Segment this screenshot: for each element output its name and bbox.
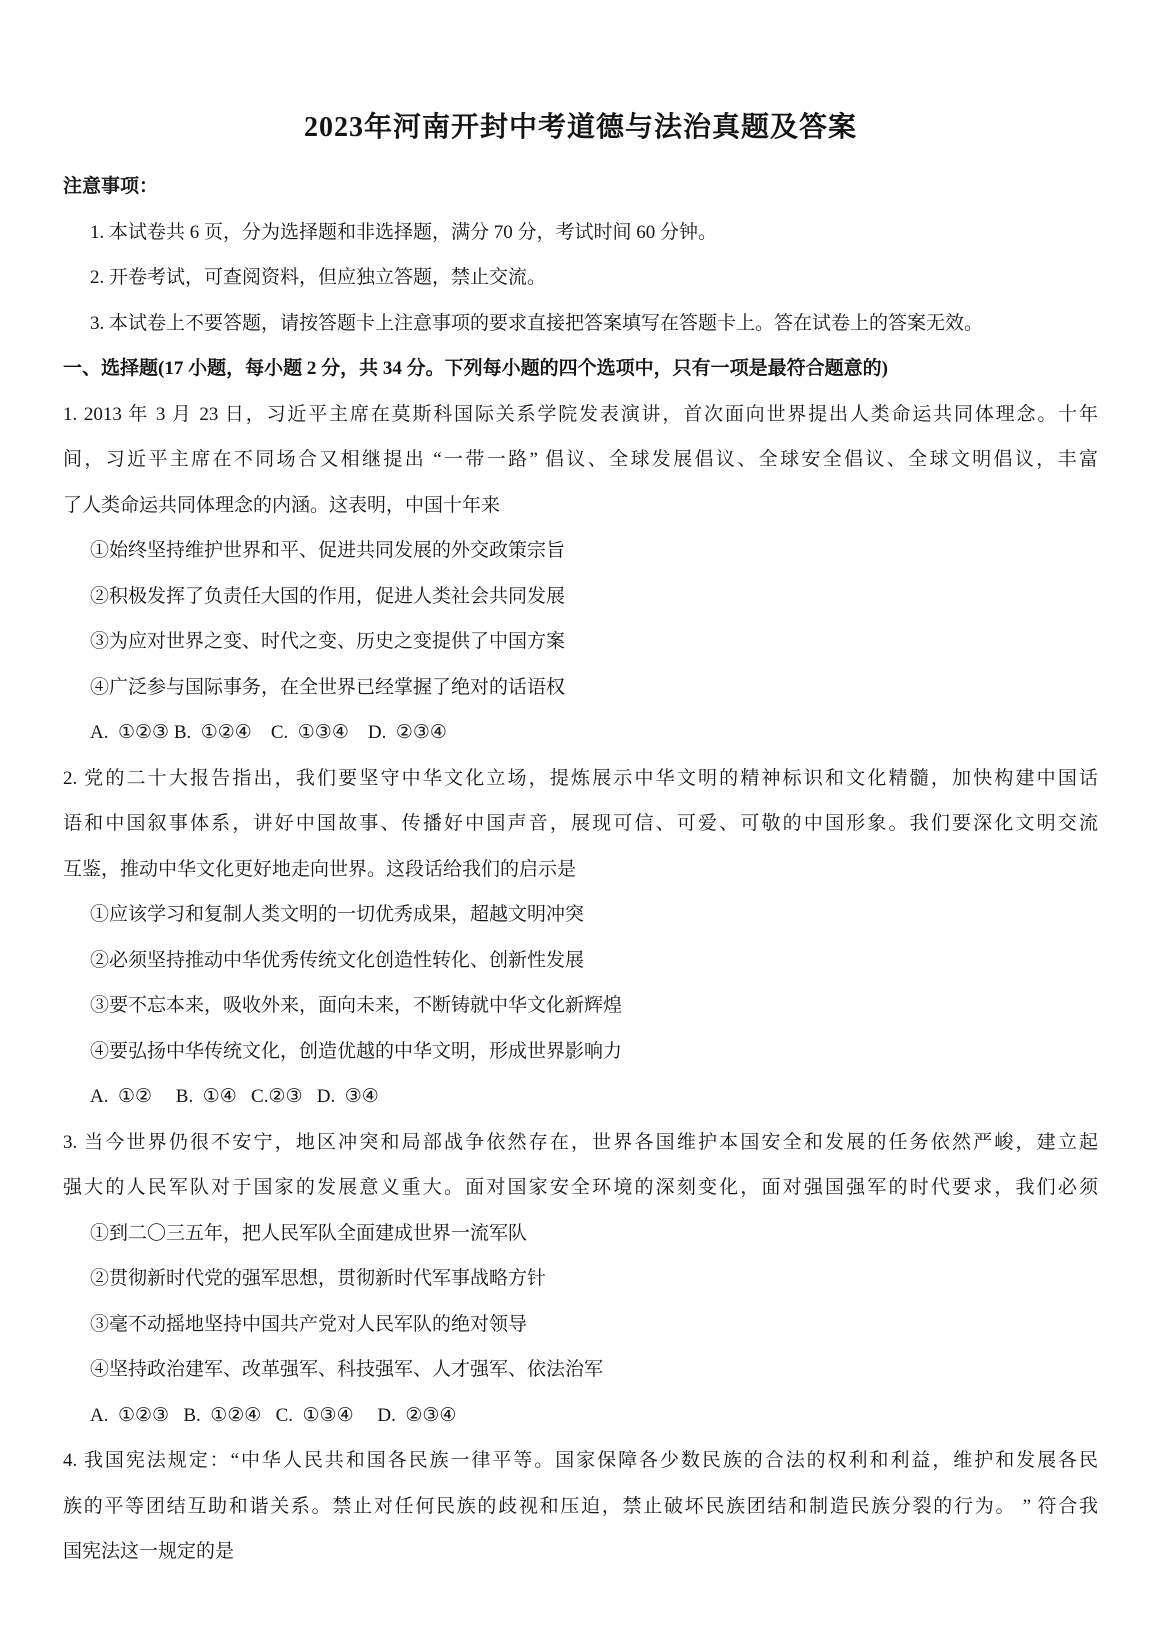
question-1-option-item: ①始终坚持维护世界和平、促进共同发展的外交政策宗旨 — [90, 540, 566, 561]
section-heading: 一、选择题(17 小题，每小题 2 分，共 34 分。下列每小题的四个选项中，只有一项是最符合题意的) — [63, 358, 888, 379]
question-2-option-item: ④要弘扬中华传统文化，创造优越的中华文明，形成世界影响力 — [90, 1040, 623, 1062]
question-3-option-item: ③毫不动摇地坚持中国共产党对人民军队的绝对领导 — [90, 1313, 528, 1335]
question-1-choices-row: A. ①②③ B. ①②④ C. ①③④ D. ②③④ — [90, 722, 447, 743]
question-1-option-item: ④广泛参与国际事务，在全世界已经掌握了绝对的话语权 — [90, 676, 566, 698]
question-3-choices-row: A. ①②③ B. ①②④ C. ①③④ D. ②③④ — [90, 1404, 457, 1426]
question-2-stem-line: 2. 党的二十大报告指出，我们要坚守中华文化立场，提炼展示中华文明的精神标识和文化精髓，加快构建中国话 — [63, 767, 1098, 789]
question-1-option-item: ②积极发挥了负责任大国的作用，促进人类社会共同发展 — [90, 585, 566, 607]
question-2-stem-line: 互鉴，推动中华文化更好地走向世界。这段话给我们的启示是 — [63, 858, 577, 880]
question-1-option-item: ③为应对世界之变、时代之变、历史之变提供了中国方案 — [90, 631, 566, 652]
notice-item-2: 2. 开卷考试，可查阅资料，但应独立答题，禁止交流。 — [90, 267, 547, 288]
question-3-stem-line: 强大的人民军队对于国家的发展意义重大。面对国家安全环境的深刻变化，面对强国强军的时代要求，我们必须 — [63, 1177, 1098, 1198]
notice-item-3: 3. 本试卷上不要答题，请按答题卡上注意事项的要求直接把答案填写在答题卡上。答在试卷上的答案无效。 — [90, 312, 984, 334]
question-2-choices-row: A. ①② B. ①④ C.②③ D. ③④ — [90, 1086, 379, 1107]
question-3-stem-line: 3. 当今世界仍很不安宁，地区冲突和局部战争依然存在，世界各国维护本国安全和发展的任务依然严峻，建立起 — [63, 1131, 1098, 1153]
question-2-option-item: ①应该学习和复制人类文明的一切优秀成果，超越文明冲突 — [90, 904, 585, 925]
question-3-option-item: ②贯彻新时代党的强军思想，贯彻新时代军事战略方针 — [90, 1268, 547, 1289]
question-4-stem-line: 族的平等团结互助和谐关系。禁止对任何民族的歧视和压迫，禁止破坏民族团结和制造民族分裂的行为。 ” 符合我 — [63, 1495, 1098, 1517]
exam-title: 2023年河南开封中考道德与法治真题及答案 — [303, 112, 857, 143]
question-2-option-item: ②必须坚持推动中华优秀传统文化创造性转化、创新性发展 — [90, 949, 585, 971]
question-3-option-item: ④坚持政治建军、改革强军、科技强军、人才强军、依法治军 — [90, 1359, 604, 1380]
question-4-stem-line: 4. 我国宪法规定：“中华人民共和国各民族一律平等。国家保障各少数民族的合法的权利和利益，维护和发展各民 — [63, 1450, 1098, 1471]
question-2-option-item: ③要不忘本来，吸收外来，面向未来，不断铸就中华文化新辉煌 — [90, 995, 623, 1016]
question-3-option-item: ①到二〇三五年，把人民军队全面建成世界一流军队 — [90, 1222, 528, 1244]
notice-heading: 注意事项： — [63, 176, 159, 197]
question-1-stem-line: 间，习近平主席在不同场合又相继提出 “一带一路” 倡议、全球发展倡议、全球安全倡议、全球文明倡议，丰富 — [63, 449, 1098, 470]
notice-item-1: 1. 本试卷共 6 页，分为选择题和非选择题，满分 70 分，考试时间 60 分钟。 — [90, 221, 718, 243]
question-4-stem-line: 国宪法这一规定的是 — [63, 1541, 235, 1562]
question-1-stem-line: 1. 2013 年 3 月 23 日，习近平主席在莫斯科国际关系学院发表演讲，首次面向世界提出人类命运共同体理念。十年 — [63, 403, 1098, 425]
question-2-stem-line: 语和中国叙事体系，讲好中国故事、传播好中国声音，展现可信、可爱、可敬的中国形象。我们要深化文明交流 — [63, 813, 1098, 834]
question-1-stem-line: 了人类命运共同体理念的内涵。这表明，中国十年来 — [63, 494, 501, 516]
